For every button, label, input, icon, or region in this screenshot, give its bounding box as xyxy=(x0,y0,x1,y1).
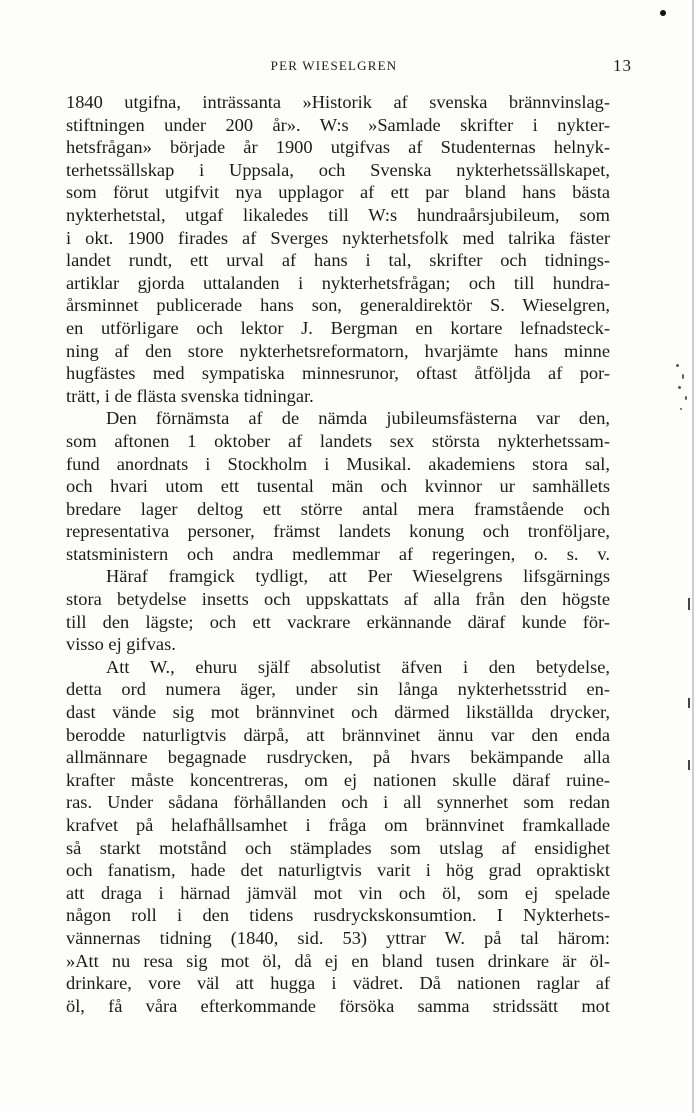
text-line: visso ej gifvas. xyxy=(66,634,176,655)
text-line: Att W., ehuru själf absolutist äfven i den betydelse, xyxy=(106,656,610,677)
text-line: stiftningen under 200 år». W:s »Samlade skrifter i nykter- xyxy=(66,114,610,135)
text-line: till den lägste; och ett vackrare erkännande däraf kunde för- xyxy=(66,611,610,632)
running-head xyxy=(64,56,632,82)
page-number: 13 xyxy=(613,56,632,75)
text-line: ning af den store nykterhetsreformatorn, hvarjämte hans minne xyxy=(66,340,610,361)
text-line: nykterhetstal, utgaf likaledes till W:s hundraårsjubileum, som xyxy=(66,204,610,225)
text-line: allmännare begagnade rusdrycken, på hvars bekämpande alla xyxy=(66,747,610,768)
text-line: trätt, i de flästa svenska tidningar. xyxy=(66,385,314,406)
text-line: bredare lager deltog ett större antal mera framstående och xyxy=(66,498,610,519)
text-line: landet rundt, ett urval af hans i tal, skrifter och tidnings- xyxy=(66,250,610,271)
page-edge-line xyxy=(692,0,694,1113)
running-title: PER WIESELGREN xyxy=(270,58,398,73)
text-line: drinkare, vore väl att hugga i vädret. Då nationen raglar af xyxy=(66,973,610,994)
text-line: någon roll i den tidens rusdryckskonsumtion. I Nykterhets- xyxy=(66,905,610,926)
text-line: statsministern och andra medlemmar af regeringen, o. s. v. xyxy=(66,543,610,564)
scan-edge-tick xyxy=(688,698,690,708)
text-line: stora betydelse insetts och uppskattats af alla från den högste xyxy=(66,589,610,610)
text-line: hetsfrågan» började år 1900 utgifvas af Studenternas helnyk- xyxy=(66,137,610,158)
text-line: 1840 utgifna, inträssanta »Historik af svenska brännvinslag- xyxy=(66,92,610,112)
text-line: hugfästes med sympatiska minnesrunor, oftast åtföljda af por- xyxy=(66,363,610,384)
text-line: öl, få våra efterkommande försöka samma stridssätt mot xyxy=(66,995,610,1016)
text-line: vännernas tidning (1840, sid. 53) yttrar W. på tal härom: xyxy=(66,927,610,948)
text-line: årsminnet publicerade hans son, generaldirektör S. Wieselgren, xyxy=(66,295,610,316)
text-line: att draga i härnad jämväl mot vin och öl, som ej spelade xyxy=(66,882,610,903)
text-line: Den förnämsta af de nämda jubileumsfästerna var den, xyxy=(106,408,610,429)
text-line: terhetssällskap i Uppsala, och Svenska nykterhetssällskapet, xyxy=(66,159,610,180)
text-line: som förut utgifvit nya upplagor af ett par bland hans bästa xyxy=(66,182,610,203)
text-line: en utförligare och lektor J. Bergman en kortare lefnadsteck- xyxy=(66,317,610,338)
text-line: representativa personer, främst landets konung och tronföljare, xyxy=(66,521,610,542)
text-line: dast vände sig mot brännvinet och därmed likställda drycker, xyxy=(66,702,610,723)
text-line: Häraf framgick tydligt, att Per Wieselgrens lifsgärnings xyxy=(106,566,610,587)
text-line: krafter måste koncentreras, om ej nationen skulle däraf ruine- xyxy=(66,769,610,790)
scan-specks xyxy=(670,360,696,430)
text-line: krafvet på helafhållsamhet i fråga om brännvinet framkallade xyxy=(66,815,610,835)
body-text xyxy=(66,91,610,1017)
text-line: i okt. 1900 firades af Sverges nykterhetsfolk med talrika fäster xyxy=(66,227,610,248)
text-line: och fanatism, hade det naturligtvis varit i hög grad opraktiskt xyxy=(66,860,610,881)
scan-dot-mark xyxy=(660,10,666,16)
scan-edge-tick xyxy=(688,598,690,610)
text-line: detta ord numera äger, under sin långa nykterhetsstrid en- xyxy=(66,679,610,700)
text-line: fund anordnats i Stockholm i Musikal. akademiens stora sal, xyxy=(66,453,610,474)
text-line: så starkt motstånd och stämplades som utslag af ensidighet xyxy=(66,837,610,858)
text-line: artiklar gjorda uttalanden i nykterhetsfrågan; och till hundra- xyxy=(66,272,610,293)
text-line: som aftonen 1 oktober af landets sex största nykterhetssam- xyxy=(66,430,610,451)
text-line: berodde naturligtvis därpå, att brännvinet ännu var den enda xyxy=(66,724,610,745)
text-line: och hvari utom ett tusental män och kvinnor ur samhällets xyxy=(66,476,610,497)
text-line: »Att nu resa sig mot öl, då ej en bland tusen drinkare är öl- xyxy=(66,950,610,971)
scan-edge-tick xyxy=(688,760,690,770)
text-line: ras. Under sådana förhållanden och i all synnerhet som redan xyxy=(66,792,610,813)
